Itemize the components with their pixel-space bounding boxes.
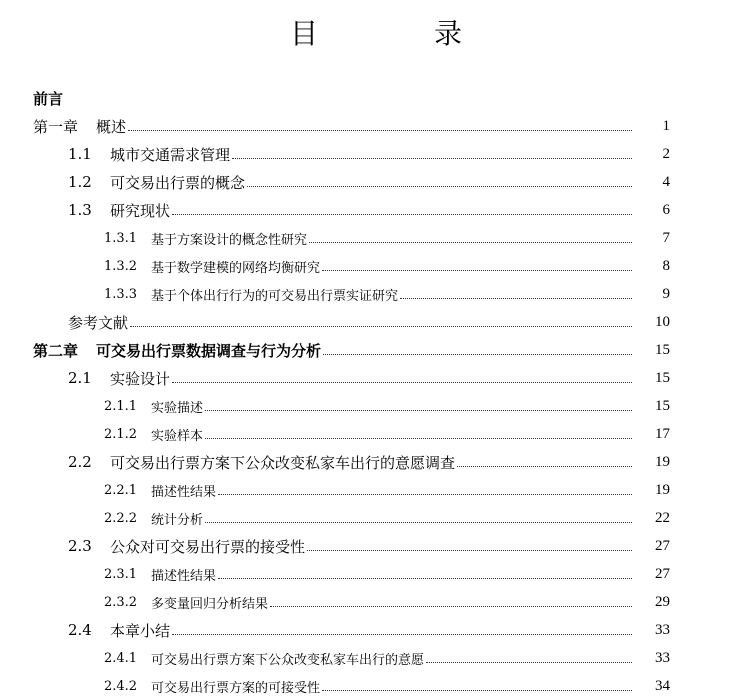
toc-entry-line xyxy=(104,588,636,616)
table-of-contents xyxy=(0,84,752,700)
toc-entry-line xyxy=(104,560,636,588)
toc-entry-page-number: 22 xyxy=(655,510,670,526)
dot-leader xyxy=(322,270,632,271)
toc-entry-page-number: 27 xyxy=(655,538,670,554)
toc-entry-page-number: 19 xyxy=(655,454,670,470)
toc-entry-line xyxy=(104,224,636,252)
dot-leader xyxy=(130,326,632,327)
toc-entry-label: 研究现状 xyxy=(110,201,171,220)
toc-entry[interactable] xyxy=(0,476,752,504)
dot-leader xyxy=(322,690,632,691)
toc-entry-label: 城市交通需求管理 xyxy=(110,145,231,164)
toc-entry-label: 基于个体出行行为的可交易出行票实证研究 xyxy=(151,288,399,304)
toc-entry-page-number: 6 xyxy=(662,202,670,218)
toc-entry-number: 1.3.2 xyxy=(104,258,138,274)
toc-entry-label: 基于数学建模的网络均衡研究 xyxy=(151,260,321,276)
toc-entry[interactable] xyxy=(0,392,752,420)
toc-entry-label: 前言 xyxy=(33,89,64,108)
toc-entry-line xyxy=(104,504,636,532)
dot-leader xyxy=(205,410,632,411)
toc-entry-label: 公众对可交易出行票的接受性 xyxy=(110,537,306,556)
toc-entry-number: 2.4 xyxy=(68,621,92,639)
toc-entry-page-number: 15 xyxy=(655,370,670,386)
toc-entry-number: 1.3.3 xyxy=(104,286,138,302)
toc-entry-number: 2.4.1 xyxy=(104,650,138,666)
toc-entry-line xyxy=(68,308,636,336)
toc-entry[interactable] xyxy=(0,448,752,476)
dot-leader xyxy=(205,438,632,439)
toc-entry-label: 实验样本 xyxy=(151,428,204,444)
dot-leader xyxy=(309,242,632,243)
toc-entry-number: 2.3 xyxy=(68,537,92,555)
toc-entry-label: 多变量回归分析结果 xyxy=(151,596,269,612)
toc-entry-label: 可交易出行票的概念 xyxy=(110,173,246,192)
toc-entry[interactable] xyxy=(0,420,752,448)
dot-leader xyxy=(218,494,632,495)
toc-entry-line xyxy=(104,392,636,420)
toc-entry-label: 统计分析 xyxy=(151,512,204,528)
dot-leader xyxy=(270,606,632,607)
page-title: 目 录 xyxy=(289,17,506,50)
dot-leader xyxy=(218,578,632,579)
toc-entry-line xyxy=(68,448,636,476)
dot-leader xyxy=(307,550,632,551)
toc-entry[interactable] xyxy=(0,224,752,252)
toc-entry[interactable] xyxy=(0,84,752,112)
toc-entry-number: 1.3.1 xyxy=(104,230,138,246)
toc-entry-number: 2.1 xyxy=(68,369,92,387)
toc-entry-page-number: 10 xyxy=(655,314,670,330)
toc-entry-line xyxy=(68,616,636,644)
toc-entry-number: 第二章 xyxy=(33,341,79,360)
toc-entry-number: 2.1.2 xyxy=(104,426,138,442)
toc-entry-page-number: 1 xyxy=(662,118,670,134)
toc-entry-page-number: 19 xyxy=(655,482,670,498)
toc-entry-page-number: 15 xyxy=(655,398,670,414)
dot-leader xyxy=(172,634,632,635)
toc-entry[interactable] xyxy=(0,672,752,700)
toc-entry-line xyxy=(33,336,636,364)
toc-entry-label: 参考文献 xyxy=(68,313,129,332)
toc-entry-page-number: 33 xyxy=(655,650,670,666)
dot-leader xyxy=(323,354,632,355)
toc-entry-page-number: 9 xyxy=(662,286,670,302)
toc-entry-page-number: 7 xyxy=(662,230,670,246)
toc-entry[interactable] xyxy=(0,588,752,616)
toc-entry-label: 实验描述 xyxy=(151,400,204,416)
toc-entry-line xyxy=(68,196,636,224)
toc-entry-page-number: 4 xyxy=(662,174,670,190)
toc-entry-page-number: 29 xyxy=(655,594,670,610)
toc-entry-number: 1.1 xyxy=(68,145,92,163)
toc-entry-label: 可交易出行票方案下公众改变私家车出行的意愿调查 xyxy=(110,453,456,472)
toc-entry-line xyxy=(104,476,636,504)
toc-entry-line xyxy=(104,672,636,700)
toc-entry-number: 2.4.2 xyxy=(104,678,138,694)
toc-entry-line xyxy=(68,532,636,560)
dot-leader xyxy=(172,214,632,215)
toc-entry-label: 可交易出行票方案的可接受性 xyxy=(151,680,321,696)
toc-entry-number: 2.3.2 xyxy=(104,594,138,610)
toc-entry[interactable] xyxy=(0,112,752,140)
toc-entry[interactable] xyxy=(0,504,752,532)
toc-entry[interactable] xyxy=(0,560,752,588)
dot-leader xyxy=(232,158,632,159)
toc-entry-label: 实验设计 xyxy=(110,369,171,388)
dot-leader xyxy=(172,382,632,383)
dot-leader xyxy=(457,466,632,467)
toc-entry-label: 本章小结 xyxy=(110,621,171,640)
toc-entry-line xyxy=(104,644,636,672)
toc-entry-line xyxy=(68,140,636,168)
toc-entry-number: 2.1.1 xyxy=(104,398,138,414)
toc-entry[interactable] xyxy=(0,280,752,308)
toc-entry-line xyxy=(104,280,636,308)
toc-entry-label: 描述性结果 xyxy=(151,484,217,500)
dot-leader xyxy=(247,186,632,187)
toc-entry[interactable] xyxy=(0,140,752,168)
toc-entry[interactable] xyxy=(0,336,752,364)
toc-entry[interactable] xyxy=(0,532,752,560)
toc-entry-number: 2.2 xyxy=(68,453,92,471)
toc-entry-line xyxy=(33,84,636,112)
toc-entry-line xyxy=(104,252,636,280)
toc-entry[interactable] xyxy=(0,196,752,224)
toc-entry-label: 描述性结果 xyxy=(151,568,217,584)
toc-entry[interactable] xyxy=(0,364,752,392)
toc-entry-number: 第一章 xyxy=(33,117,79,136)
toc-entry-number: 2.2.2 xyxy=(104,510,138,526)
toc-entry[interactable] xyxy=(0,168,752,196)
toc-entry-number: 2.3.1 xyxy=(104,566,138,582)
toc-entry-line xyxy=(33,112,636,140)
dot-leader xyxy=(205,522,632,523)
toc-entry-page-number: 17 xyxy=(655,426,670,442)
toc-entry-page-number: 27 xyxy=(655,566,670,582)
dot-leader xyxy=(426,662,632,663)
toc-entry-label: 基于方案设计的概念性研究 xyxy=(151,232,308,248)
toc-entry-line xyxy=(104,420,636,448)
toc-entry-page-number: 33 xyxy=(655,622,670,638)
toc-entry-line xyxy=(68,168,636,196)
toc-entry-label: 概述 xyxy=(96,117,127,136)
toc-entry[interactable] xyxy=(0,616,752,644)
toc-entry[interactable] xyxy=(0,644,752,672)
toc-entry-number: 1.2 xyxy=(68,173,92,191)
dot-leader xyxy=(400,298,632,299)
dot-leader xyxy=(128,130,632,131)
toc-entry-label: 可交易出行票方案下公众改变私家车出行的意愿 xyxy=(151,652,425,668)
toc-entry-page-number: 8 xyxy=(662,258,670,274)
toc-entry-number: 1.3 xyxy=(68,201,92,219)
toc-entry-page-number: 2 xyxy=(662,146,670,162)
toc-entry-label: 可交易出行票数据调查与行为分析 xyxy=(96,341,322,360)
toc-entry-number: 2.2.1 xyxy=(104,482,138,498)
toc-entry[interactable] xyxy=(0,308,752,336)
toc-entry-line xyxy=(68,364,636,392)
toc-entry-page-number: 15 xyxy=(655,342,670,358)
toc-entry-page-number: 34 xyxy=(655,678,670,694)
toc-entry[interactable] xyxy=(0,252,752,280)
